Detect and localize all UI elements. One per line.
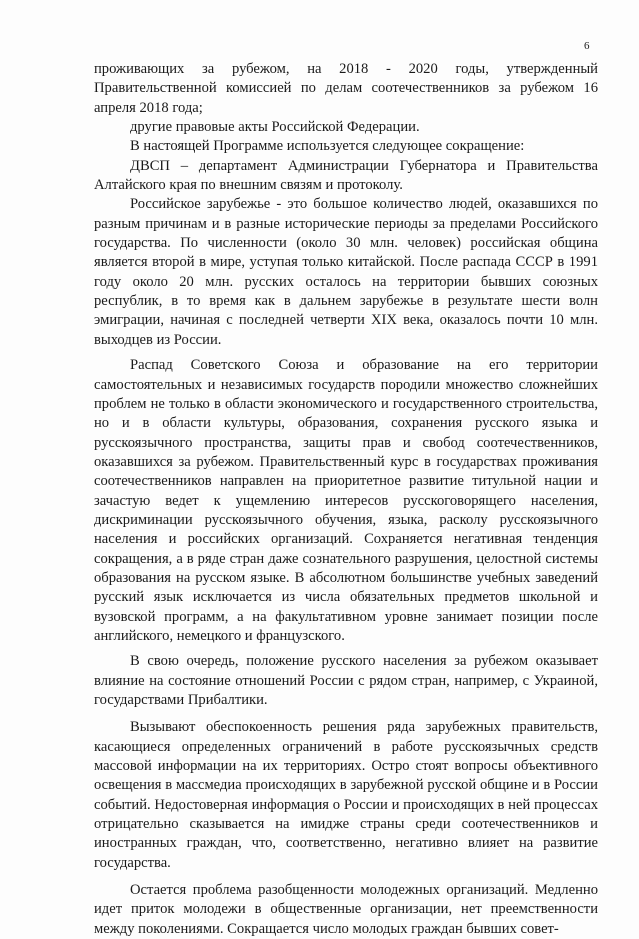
paragraph-continuation: проживающих за рубежом, на 2018 - 2020 годы, утвержденный Правительственной комиссией по делам соотечественников за рубежом 16 апреля 2018 года; <box>94 61 598 116</box>
paragraph-legal-acts: другие правовые акты Российской Федерации. <box>130 119 420 136</box>
paragraph-abbreviation-intro: В настоящей Программе используется следующее сокращение: <box>130 138 525 155</box>
paragraph-media: Вызывают обеспокоенность решения ряда зарубежных правительств, касающиеся определенных ограничений в работе русскоязычных средств массовой информации на их территориях. Остро стоят вопросы объективного освещения в массмедиа происходящих в зарубежной русской общине и в России событий. Недостоверная информация о России и происходящих в ней процессах отрицательно сказывается на имидже страны среди соотечественников и иностранных граждан, что, соответственно, негативно влияет на развитие государства. <box>94 719 598 871</box>
paragraph-youth: Остается проблема разобщенности молодежных организаций. Медленно идет приток молодежи в общественные организации, нет преемственности между поколениями. Сокращается число молодых граждан бывших совет- <box>94 882 598 937</box>
page-number: 6 <box>584 40 590 52</box>
document-body <box>94 60 598 939</box>
paragraph-soviet-collapse: Распад Советского Союза и образование на его территории самостоятельных и независимых государств породили множество сложнейших проблем не только в области экономического и государственного строительства, но и в области культуры, образования, сохранения русского языка и русскоязычного пространства, защиты прав и свобод соотечественников, оказавшихся за рубежом. Правительственный курс в государствах проживания соотечественников направлен на приоритетное развитие титульной нации и зачастую ведет к ущемлению интересов русскоговорящего населения, дискриминации русскоязычного обучения, языка, расколу русскоязычного населения и российских организаций. Сохраняется негативная тенденция сокращения, а в ряде стран даже сознательного разрушения, целостной системы образования на русском языке. В абсолютном большинстве учебных заведений русский язык исключается из числа обязательных предметов школьной и вузовской программ, а на факультативном уровне занимает позиции после английского, немецкого и французского. <box>94 357 598 644</box>
paragraph-russian-diaspora: Российское зарубежье - это большое количество людей, оказавшихся по разным причинам и в разные исторические периоды за пределами Российского государства. По численности (около 30 млн. человек) российская община является второй в мире, уступая только китайской. После распада СССР в 1991 году около 20 млн. русских осталось на территории бывших союзных республик, в то время как в дальнем зарубежье в результате шести волн эмиграции, начиная с последней четверти XIX века, оказалось почти 10 млн. выходцев из России. <box>94 196 598 348</box>
paragraph-abbreviation-dvsp: ДВСП – департамент Администрации Губернатора и Правительства Алтайского края по внешним связям и протоколу. <box>94 157 598 194</box>
paragraph-relations: В свою очередь, положение русского населения за рубежом оказывает влияние на состояние отношений России с рядом стран, например, с Украиной, государствами Прибалтики. <box>94 653 598 708</box>
